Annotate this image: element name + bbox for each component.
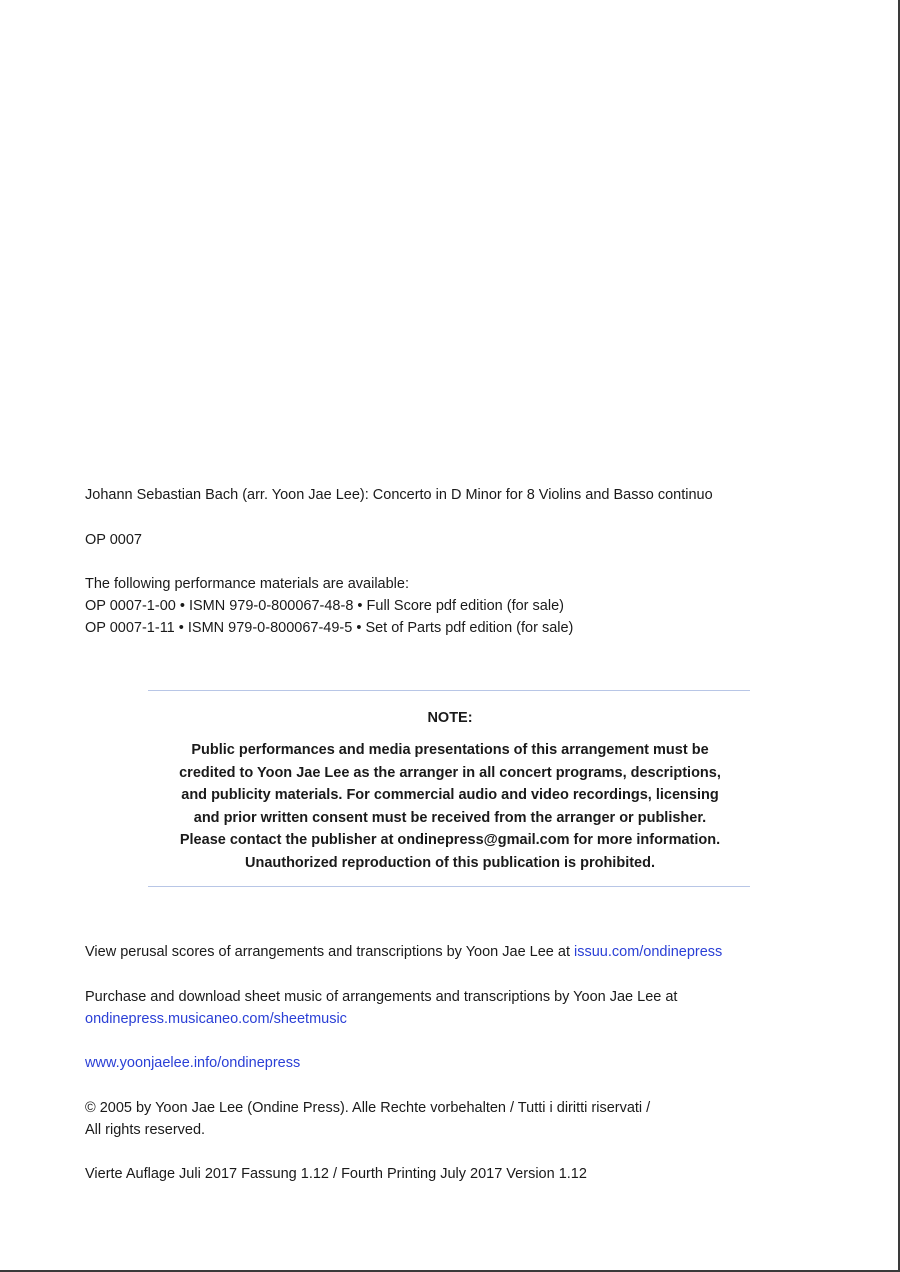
purchase-text: Purchase and download sheet music of arrangements and transcriptions by Yoon Jae Lee at xyxy=(85,989,678,1005)
note-body xyxy=(120,739,780,874)
purchase-line xyxy=(85,1008,347,1030)
work-title: Johann Sebastian Bach (arr. Yoon Jae Lee): Concerto in D Minor for 8 Violins and Basso continuo xyxy=(85,487,713,503)
note-line: and publicity materials. For commercial audio and video recordings, licensing xyxy=(181,787,719,803)
note-top-rule xyxy=(148,690,750,691)
issuu-link[interactable]: issuu.com/ondinepress xyxy=(574,944,723,960)
materials-intro: The following performance materials are available: xyxy=(85,576,409,592)
note-heading: NOTE: xyxy=(427,710,473,726)
copyright-line-1: © 2005 by Yoon Jae Lee (Ondine Press). Alle Rechte vorbehalten / Tutti i diritti riservati / xyxy=(85,1100,651,1116)
perusal-line xyxy=(85,941,722,963)
note-line: credited to Yoon Jae Lee as the arranger in all concert programs, descriptions, xyxy=(179,764,721,781)
website-line xyxy=(85,1052,300,1074)
note-line: Unauthorized reproduction of this publication is prohibited. xyxy=(244,854,655,871)
printing-info: Vierte Auflage Juli 2017 Fassung 1.12 / Fourth Printing July 2017 Version 1.12 xyxy=(85,1166,587,1182)
note-bottom-rule xyxy=(148,886,750,887)
website-link[interactable]: www.yoonjaelee.info/ondinepress xyxy=(85,1055,301,1071)
material-item: OP 0007-1-11 • ISMN 979-0-800067-49-5 • Set of Parts pdf edition (for sale) xyxy=(85,620,574,636)
perusal-text: View perusal scores of arrangements and transcriptions by Yoon Jae Lee at xyxy=(85,944,574,960)
material-item: OP 0007-1-00 • ISMN 979-0-800067-48-8 • Full Score pdf edition (for sale) xyxy=(85,598,564,614)
note-line: Public performances and media presentations of this arrangement must be xyxy=(191,742,709,758)
note-line: and prior written consent must be received from the arranger or publisher. xyxy=(193,809,707,826)
note-line: Please contact the publisher at ondinepress@gmail.com for more information. xyxy=(179,832,721,848)
copyright-line-2: All rights reserved. xyxy=(85,1122,206,1138)
musicaneo-link[interactable]: ondinepress.musicaneo.com/sheetmusic xyxy=(85,1011,347,1027)
catalog-number: OP 0007 xyxy=(85,532,142,548)
